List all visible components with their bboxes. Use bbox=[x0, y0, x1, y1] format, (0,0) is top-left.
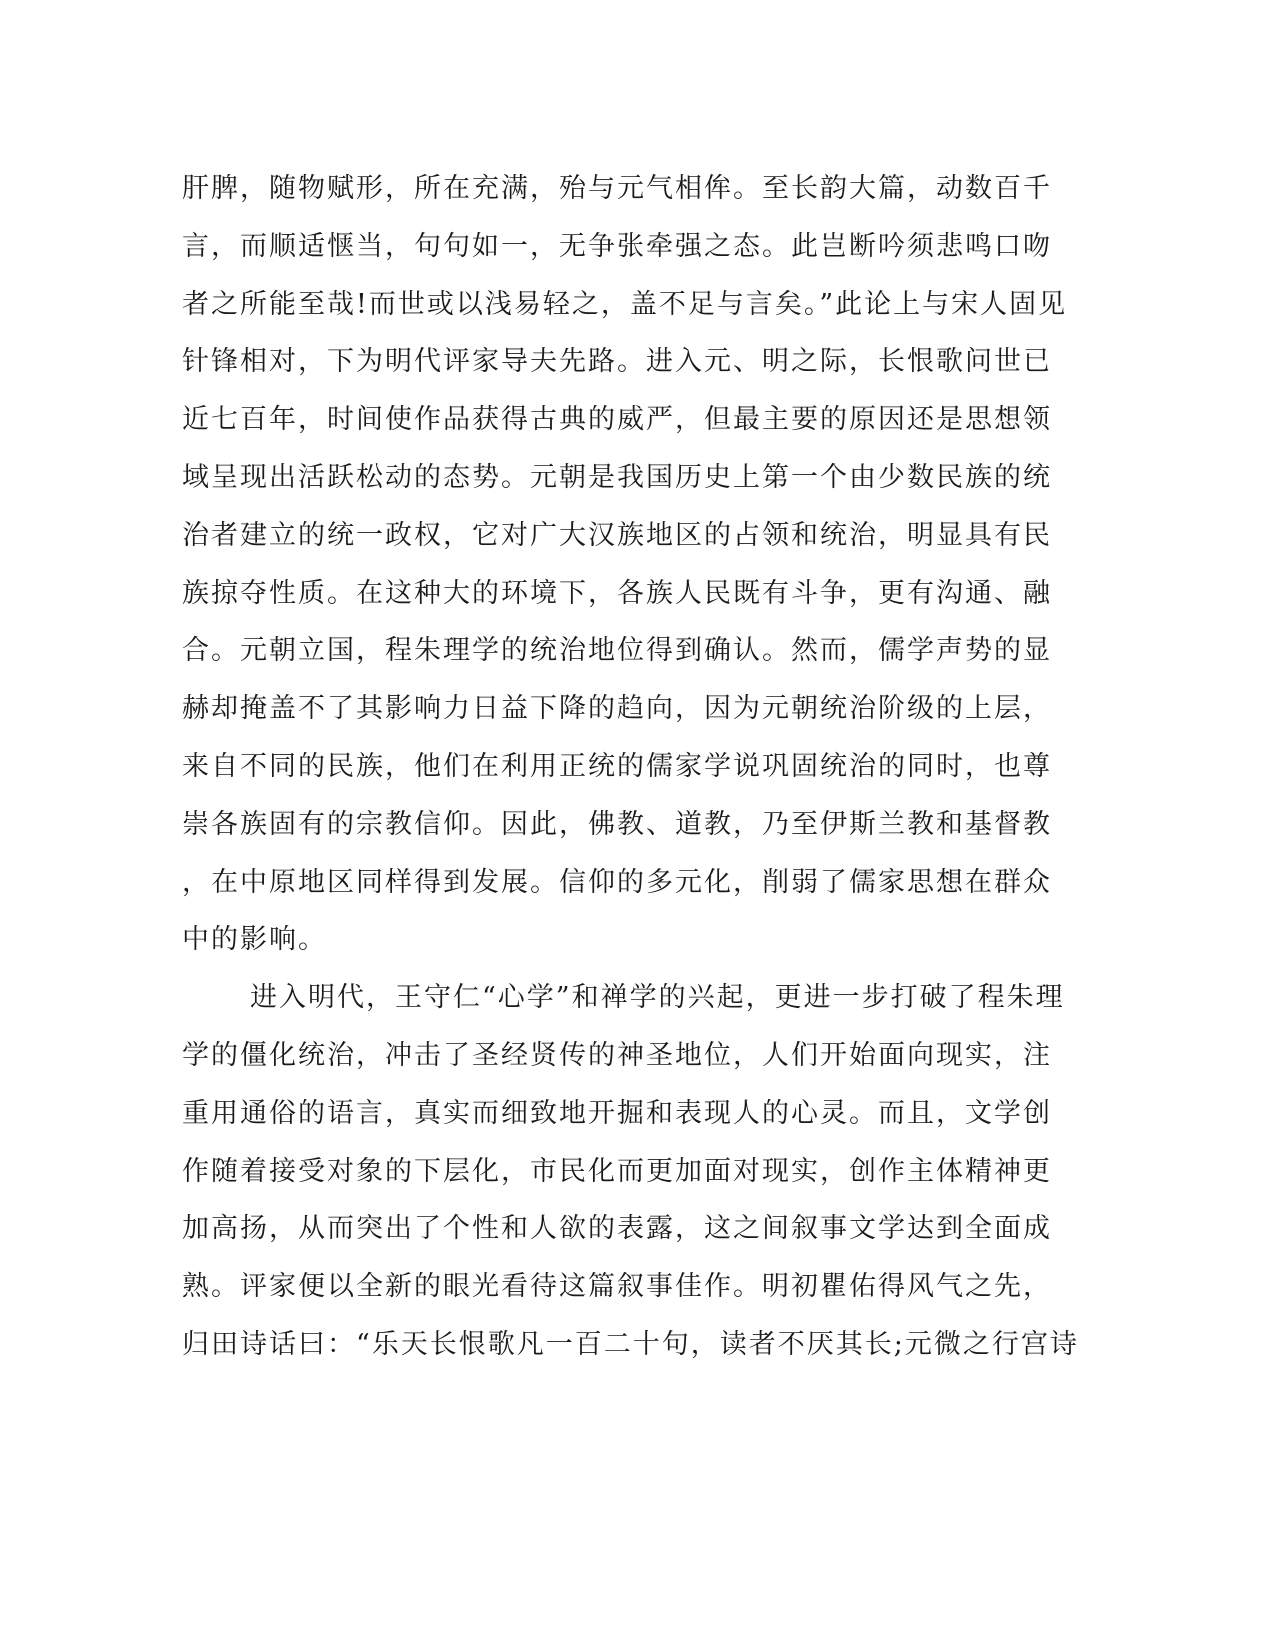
body-text bbox=[182, 160, 1079, 1374]
text-line: 中的影响。 bbox=[182, 924, 327, 956]
text-line: 合。元朝立国，程朱理学的统治地位得到确认。然而，儒学声势的显 bbox=[182, 635, 1052, 667]
text-line-indented: 进入明代，王守仁“心学”和禅学的兴起，更进一步打破了程朱理 bbox=[250, 982, 1065, 1014]
text-line: ，在中原地区同样得到发展。信仰的多元化，削弱了儒家思想在群众 bbox=[182, 866, 1052, 898]
text-line: 针锋相对，下为明代评家导夫先路。进入元、明之际，长恨歌问世已 bbox=[182, 346, 1052, 378]
text-line: 熟。评家便以全新的眼光看待这篇叙事佳作。明初瞿佑得风气之先， bbox=[182, 1271, 1052, 1303]
paragraph-2 bbox=[182, 969, 1079, 1374]
text-line: 肝脾，随物赋形，所在充满，殆与元气相侔。至长韵大篇，动数百千 bbox=[182, 173, 1052, 204]
paragraph-1 bbox=[182, 160, 1068, 969]
text-line: 来自不同的民族，他们在利用正统的儒家学说巩固统治的同时，也尊 bbox=[182, 750, 1052, 782]
text-line: 近七百年，时间使作品获得古典的威严，但最主要的原因还是思想领 bbox=[182, 404, 1052, 436]
text-line: 学的僵化统治，冲击了圣经贤传的神圣地位，人们开始面向现实，注 bbox=[182, 1039, 1052, 1071]
text-line: 崇各族固有的宗教信仰。因此，佛教、道教，乃至伊斯兰教和基督教 bbox=[182, 808, 1052, 840]
text-line: 治者建立的统一政权，它对广大汉族地区的占领和统治，明显具有民 bbox=[182, 519, 1052, 551]
text-line: 重用通俗的语言，真实而细致地开掘和表现人的心灵。而且，文学创 bbox=[182, 1097, 1052, 1129]
text-line: 赫却掩盖不了其影响力日益下降的趋向，因为元朝统治阶级的上层， bbox=[182, 693, 1052, 725]
text-line: 作随着接受对象的下层化，市民化而更加面对现实，创作主体精神更 bbox=[182, 1155, 1052, 1187]
text-line: 加高扬，从而突出了个性和人欲的表露，这之间叙事文学达到全面成 bbox=[182, 1213, 1052, 1245]
text-line: 归田诗话曰：“乐天长恨歌凡一百二十句，读者不厌其长;元微之行宫诗 bbox=[182, 1328, 1079, 1360]
text-line: 族掠夺性质。在这种大的环境下，各族人民既有斗争，更有沟通、融 bbox=[182, 577, 1052, 609]
text-line: 言，而顺适惬当，句句如一，无争张牵强之态。此岂断吟须悲鸣口吻 bbox=[182, 230, 1052, 262]
text-line: 者之所能至哉!而世或以浅易轻之，盖不足与言矣。”此论上与宋人固见 bbox=[182, 288, 1068, 320]
text-line: 域呈现出活跃松动的态势。元朝是我国历史上第一个由少数民族的统 bbox=[182, 461, 1052, 493]
